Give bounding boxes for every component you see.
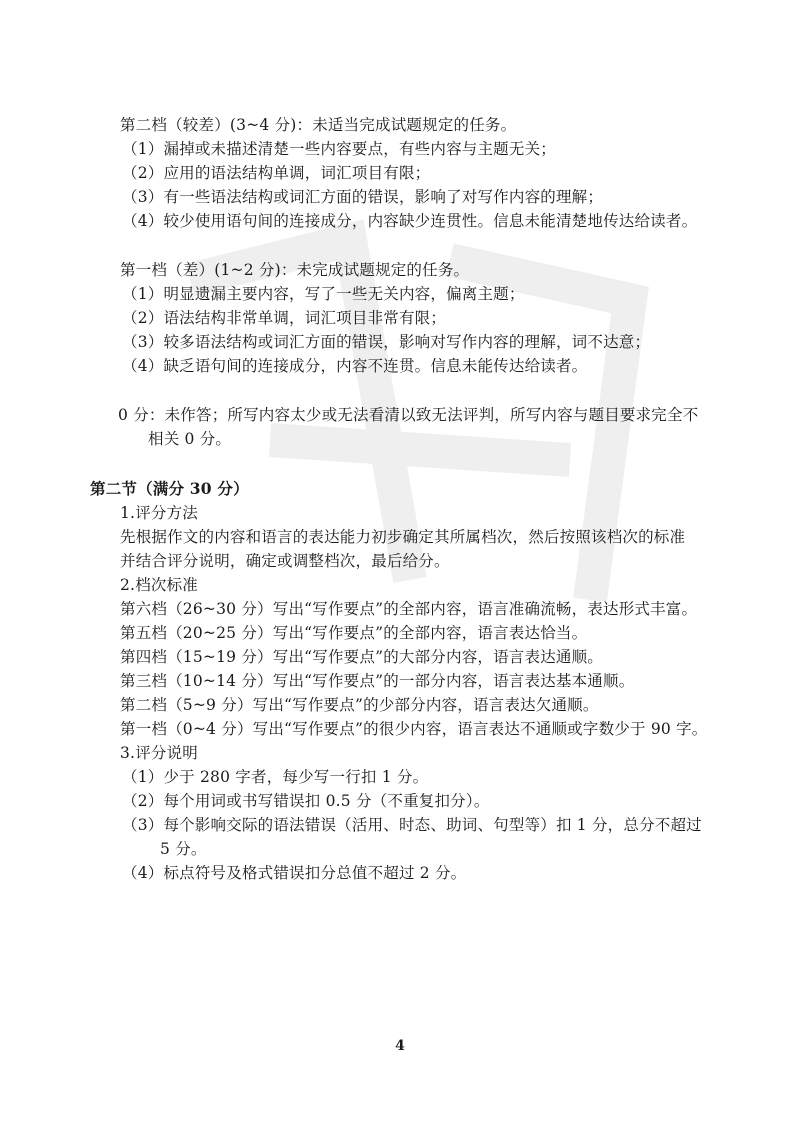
- level1-item-2: （2）语法结构非常单调，词汇项目非常有限；: [122, 309, 447, 327]
- standard-level-6: 第六档（26~30 分）写出“写作要点”的全部内容，语言准确流畅，表达形式丰富。: [120, 600, 698, 618]
- level1-item-1: （1）明显遗漏主要内容，写了一些无关内容，偏离主题；: [122, 285, 525, 303]
- method-line-1: 先根据作文的内容和语言的表达能力初步确定其所属档次，然后按照该档次的标准: [120, 528, 686, 546]
- standard-title: 2.档次标准: [120, 576, 198, 594]
- standard-level-4: 第四档（15~19 分）写出“写作要点”的大部分内容，语言表达通顺。: [120, 648, 604, 666]
- level2-item-4: （4）较少使用语句间的连接成分，内容缺少连贯性。信息未能清楚地传达给读者。: [122, 212, 698, 230]
- level2-title: 第二档（较差）(3~4 分)：未适当完成试题规定的任务。: [120, 116, 517, 134]
- note-2: （2）每个用词或书写错误扣 0.5 分（不重复扣分）。: [122, 792, 490, 810]
- level2-item-3: （3）有一些语法结构或词汇方面的错误，影响了对写作内容的理解；: [122, 188, 604, 206]
- level2-item-2: （2）应用的语法结构单调，词汇项目有限；: [122, 164, 431, 182]
- standard-level-3: 第三档（10~14 分）写出“写作要点”的一部分内容，语言表达基本通顺。: [120, 672, 635, 690]
- page-number: 4: [395, 1038, 405, 1054]
- method-title: 1.评分方法: [120, 504, 198, 522]
- notes-title: 3.评分说明: [120, 744, 198, 762]
- note-3: （3）每个影响交际的语法错误（活用、时态、助词、句型等）扣 1 分，总分不超过: [122, 816, 702, 834]
- note-3-continued: 5 分。: [160, 840, 207, 858]
- method-line-2: 并结合评分说明，确定或调整档次，最后给分。: [120, 552, 450, 570]
- standard-level-1: 第一档（0~4 分）写出“写作要点”的很少内容，语言表达不通顺或字数少于 90 字。: [120, 720, 708, 738]
- zero-score-line-2: 相关 0 分。: [148, 430, 232, 448]
- standard-level-2: 第二档（5~9 分）写出“写作要点”的少部分内容，语言表达欠通顺。: [120, 696, 599, 714]
- standard-level-5: 第五档（20~25 分）写出“写作要点”的全部内容，语言表达恰当。: [120, 624, 588, 642]
- note-1: （1）少于 280 字者，每少写一行扣 1 分。: [122, 768, 429, 786]
- note-4: （4）标点符号及格式错误扣分总值不超过 2 分。: [122, 864, 467, 882]
- level2-item-1: （1）漏掉或未描述清楚一些内容要点，有些内容与主题无关；: [122, 140, 556, 158]
- level1-title: 第一档（差）(1~2 分)：未完成试题规定的任务。: [120, 261, 470, 279]
- zero-score-line-1: 0 分：未作答；所写内容太少或无法看清以致无法评判，所写内容与题目要求完全不: [118, 406, 699, 424]
- section-heading: 第二节（满分 30 分）: [90, 479, 249, 498]
- level1-item-3: （3）较多语法结构或词汇方面的错误，影响对写作内容的理解，词不达意；: [122, 333, 651, 351]
- level1-item-4: （4）缺乏语句间的连接成分，内容不连贯。信息未能传达给读者。: [122, 357, 588, 375]
